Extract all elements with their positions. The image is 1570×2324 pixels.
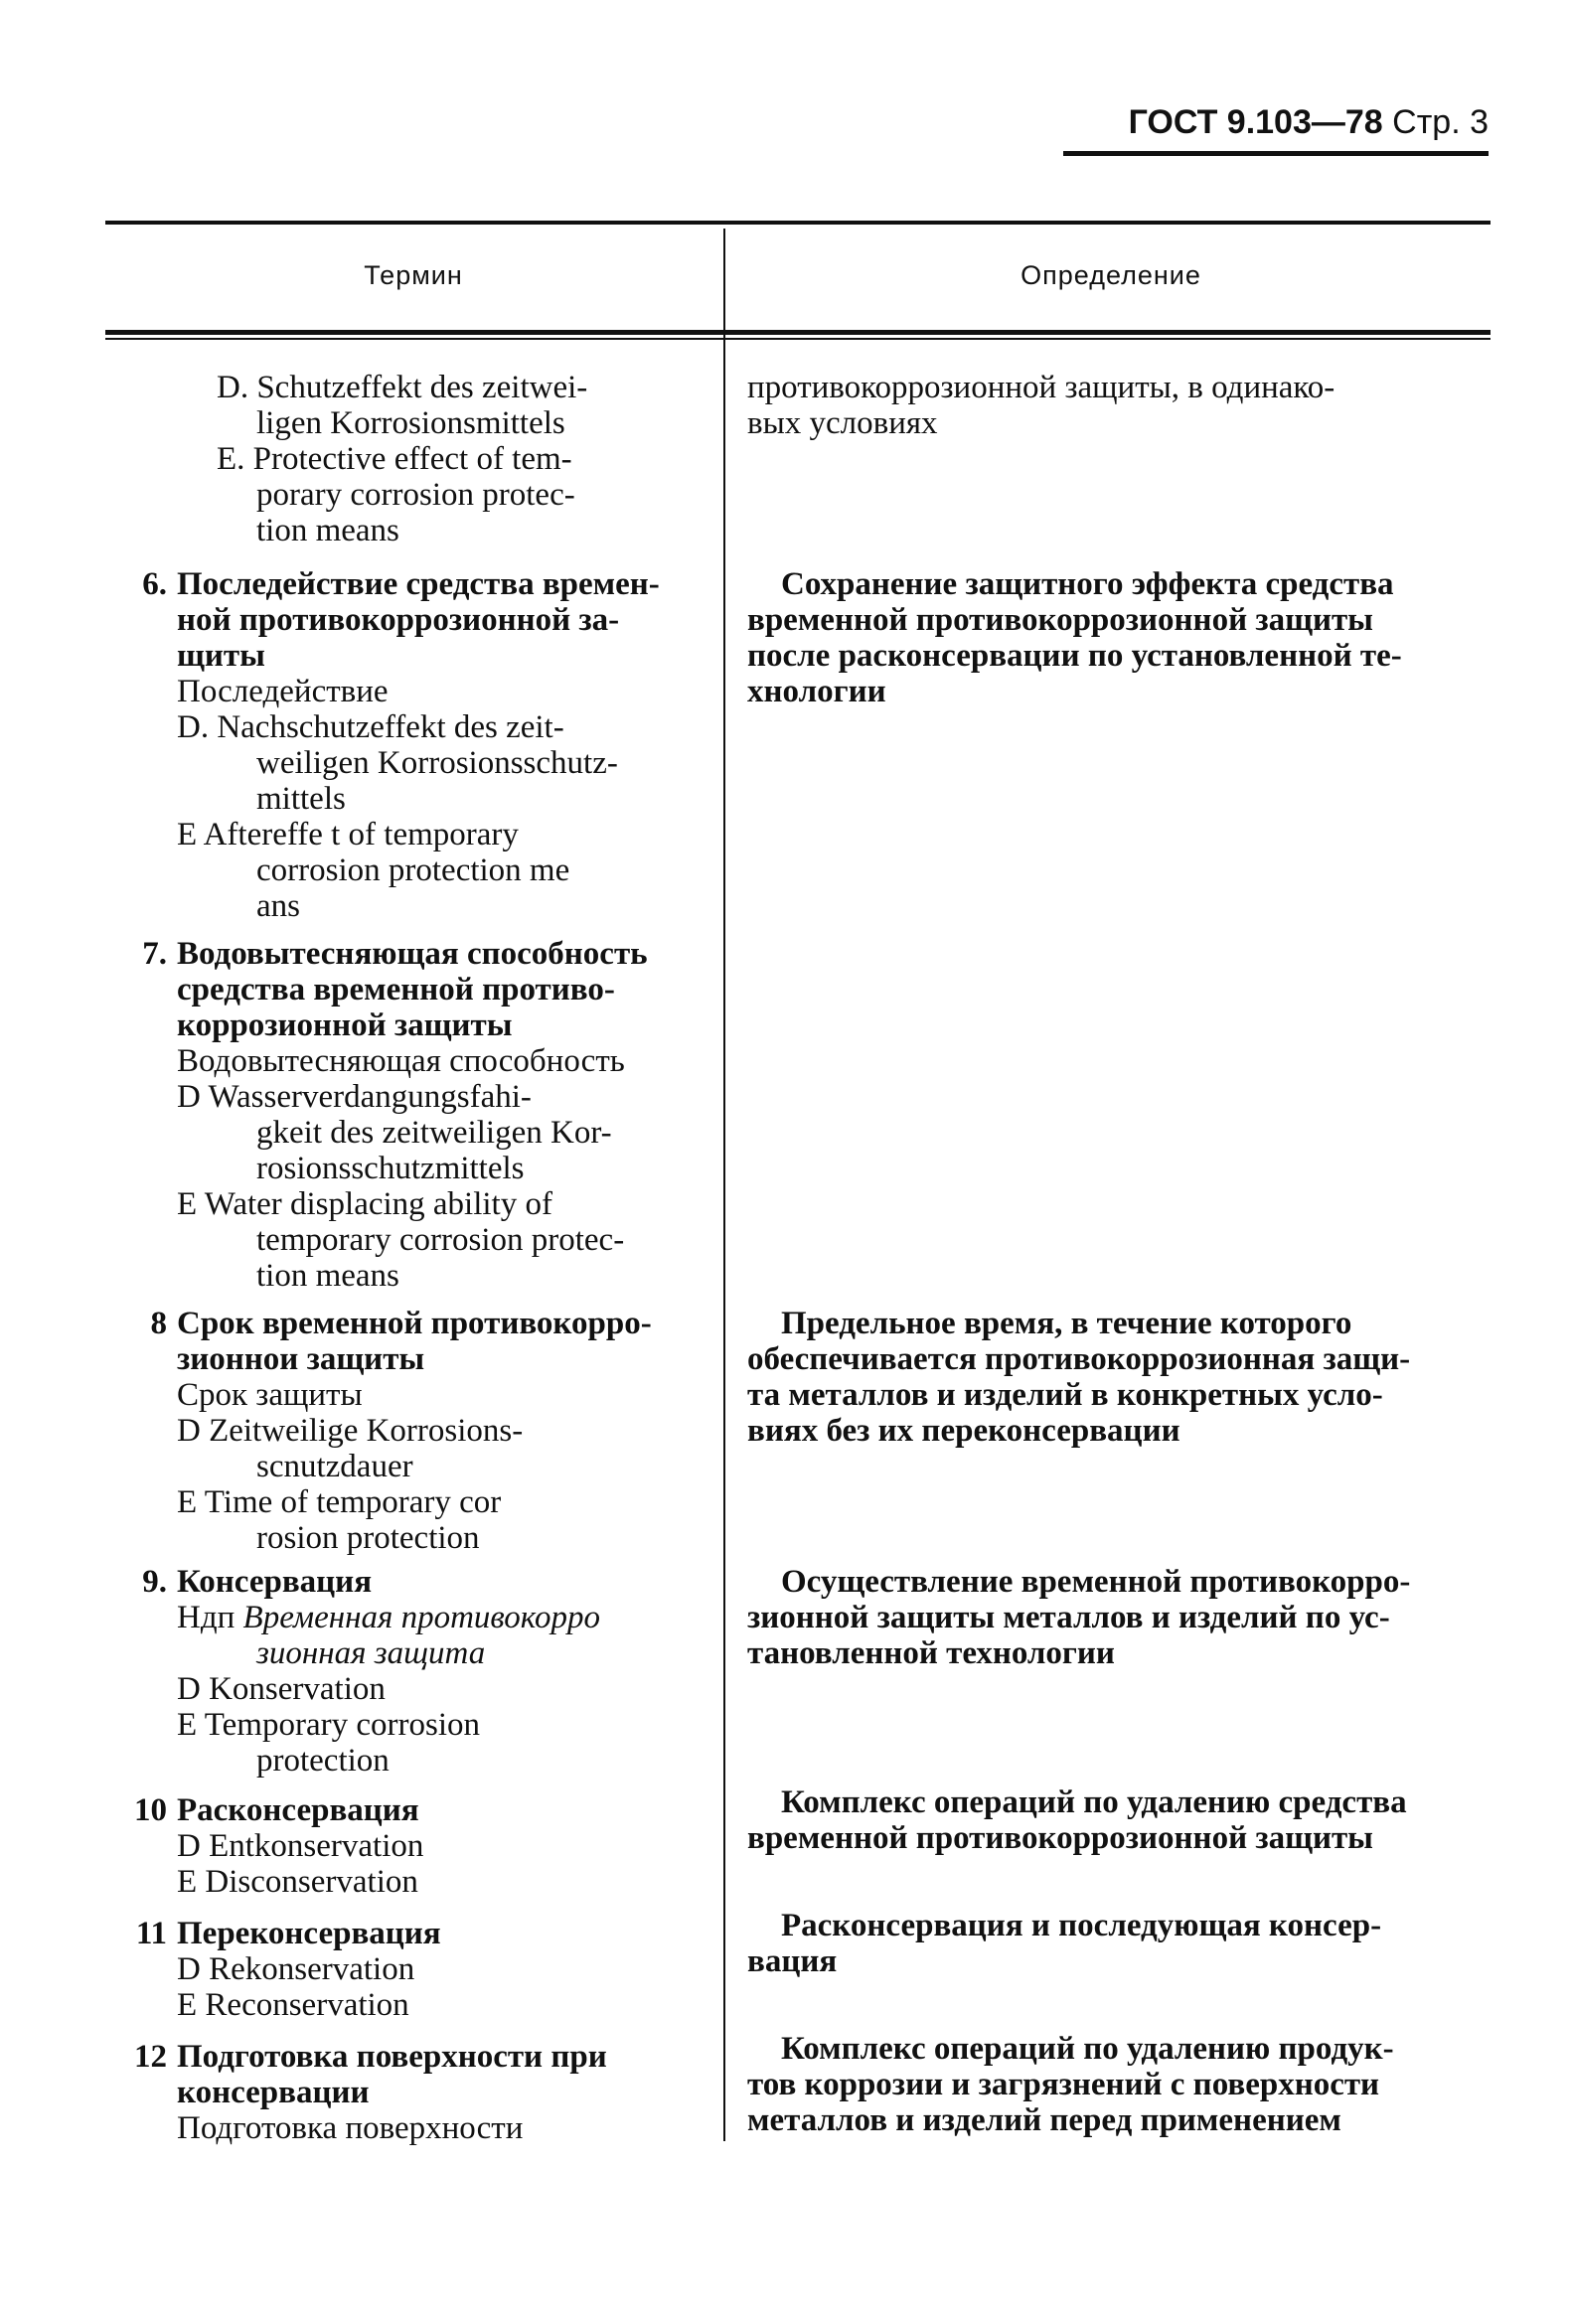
term-d-line: D Wasserverdangungsfahi- xyxy=(177,1079,532,1115)
entry-number: 12 xyxy=(134,2039,167,2075)
definition-cell-10 xyxy=(747,1784,1498,1856)
ndp-label: Ндп xyxy=(177,1600,236,1635)
term-e-line: E Time of temporary cor xyxy=(177,1484,502,1520)
term-e-line: porary corrosion protec- xyxy=(256,477,575,513)
definition-line: хнологии xyxy=(747,674,886,709)
column-header-term: Термин xyxy=(364,260,463,290)
definition-line: тов коррозии и загрязнений с поверхности xyxy=(747,2067,1380,2102)
term-title: Последействие средства времен- xyxy=(177,566,660,602)
term-d-line: D Entkonservation xyxy=(177,1828,424,1864)
term-short: Последействие xyxy=(177,674,389,709)
definition-line: Осуществление временной противокорро- xyxy=(781,1564,1411,1600)
header-rule xyxy=(1063,151,1489,156)
term-cell-cont xyxy=(105,370,702,548)
definition-line: противокоррозионной защиты, в одинако- xyxy=(747,370,1335,405)
definition-line: зионной защиты металлов и изделий по ус- xyxy=(747,1600,1390,1635)
term-cell-8 xyxy=(105,1306,702,1556)
column-divider xyxy=(723,229,725,2141)
ndp-term: Временная противокорро xyxy=(242,1600,600,1635)
definition-line: Предельное время, в течение которого xyxy=(781,1306,1352,1341)
definition-line: временной противокоррозионной защиты xyxy=(747,1820,1373,1856)
doc-number: ГОСТ 9.103—78 xyxy=(1128,103,1383,141)
column-header-definition: Определение xyxy=(1020,260,1201,290)
term-title: Водовытесняющая способность xyxy=(177,936,648,972)
term-title: щиты xyxy=(177,638,265,674)
definition-line: та металлов и изделий в конкретных усло- xyxy=(747,1377,1383,1413)
definition-line: временной противокоррозионной защиты xyxy=(747,602,1373,638)
definition-line: Комплекс операций по удалению средства xyxy=(781,1784,1407,1820)
term-cell-10 xyxy=(105,1792,702,1900)
table-header-rule-thin xyxy=(105,338,1491,340)
term-e-line: E Disconservation xyxy=(177,1864,418,1900)
term-title: коррозионной защиты xyxy=(177,1007,513,1043)
table-top-rule xyxy=(105,221,1491,225)
term-title: Консервация xyxy=(177,1564,373,1600)
term-d-line: D. Nachschutzeffekt des zeit- xyxy=(177,709,564,745)
term-d-line: rosionsschutzmittels xyxy=(256,1151,525,1186)
definition-cell-11 xyxy=(747,1908,1498,1979)
definition-line: вация xyxy=(747,1943,838,1979)
definition-line: виях без их переконсервации xyxy=(747,1413,1180,1449)
term-d-line: ligen Korrosionsmittels xyxy=(256,405,565,441)
term-short: Подготовка поверхности xyxy=(177,2110,524,2146)
term-e-line: E Aftereffe t of temporary xyxy=(177,817,519,852)
term-e-line: E Temporary corrosion xyxy=(177,1707,480,1743)
term-e-line: protection xyxy=(256,1743,390,1779)
entry-number: 7. xyxy=(142,936,167,972)
term-title: ной противокоррозионной за- xyxy=(177,602,620,638)
definition-line: обеспечивается противокоррозионная защи- xyxy=(747,1341,1411,1377)
page-number: Стр. 3 xyxy=(1392,103,1489,141)
term-cell-7 xyxy=(105,936,702,1294)
term-title: Расконсервация xyxy=(177,1792,419,1828)
definition-cell-12 xyxy=(747,2031,1498,2138)
definition-cell-8 xyxy=(747,1306,1498,1449)
term-d-line: mittels xyxy=(256,781,346,817)
term-d-line: D Konservation xyxy=(177,1671,386,1707)
definition-cell-9 xyxy=(747,1564,1498,1671)
term-title: консервации xyxy=(177,2075,370,2110)
term-title: средства временной противо- xyxy=(177,972,615,1007)
definition-line: металлов и изделий перед применением xyxy=(747,2102,1341,2138)
term-cell-9 xyxy=(105,1564,702,1779)
definition-line: Сохранение защитного эффекта средства xyxy=(781,566,1394,602)
term-d-line: weiligen Korrosionsschutz- xyxy=(256,745,618,781)
entry-number: 9. xyxy=(142,1564,167,1600)
definition-line: Комплекс операций по удалению продук- xyxy=(781,2031,1394,2067)
term-short: Срок защиты xyxy=(177,1377,363,1413)
term-d-line: D. Schutzeffekt des zeitwei- xyxy=(217,370,588,405)
definition-cell-6 xyxy=(747,566,1498,709)
ndp-term: зионная защита xyxy=(256,1635,486,1671)
term-d-line: D Zeitweilige Korrosions- xyxy=(177,1413,524,1449)
entry-number: 8 xyxy=(150,1306,167,1341)
term-e-line: rosion protection xyxy=(256,1520,480,1556)
definition-line: тановленной технологии xyxy=(747,1635,1115,1671)
entry-number: 6. xyxy=(142,566,167,602)
term-d-line: gkeit des zeitweiligen Kor- xyxy=(256,1115,612,1151)
entry-number: 11 xyxy=(135,1916,167,1951)
term-cell-6 xyxy=(105,566,702,924)
term-title: Переконсервация xyxy=(177,1916,441,1951)
term-title: зионнои защиты xyxy=(177,1341,425,1377)
definition-cell-cont xyxy=(747,370,1498,441)
term-e-line: E. Protective effect of tem- xyxy=(217,441,572,477)
term-e-line: tion means xyxy=(256,1258,399,1294)
term-e-line: E Water displacing ability of xyxy=(177,1186,552,1222)
term-d-line: scnutzdauer xyxy=(256,1449,413,1484)
definition-line: после расконсервации по установленной те- xyxy=(747,638,1402,674)
definition-line: Расконсервация и последующая консер- xyxy=(781,1908,1382,1943)
term-e-line: E Reconservation xyxy=(177,1987,409,2023)
term-e-line: tion means xyxy=(256,513,399,548)
term-title: Подготовка поверхности при xyxy=(177,2039,607,2075)
page-header xyxy=(1063,103,1489,142)
table-header-rule xyxy=(105,330,1491,335)
term-d-line: D Rekonservation xyxy=(177,1951,415,1987)
term-title: Срок временной противокорро- xyxy=(177,1306,652,1341)
term-e-line: ans xyxy=(256,888,300,924)
term-cell-12 xyxy=(105,2039,702,2146)
term-e-line: temporary corrosion protec- xyxy=(256,1222,625,1258)
term-short: Водовытесняющая способность xyxy=(177,1043,625,1079)
entry-number: 10 xyxy=(134,1792,167,1828)
definition-line: вых условиях xyxy=(747,405,938,441)
term-cell-11 xyxy=(105,1916,702,2023)
term-e-line: corrosion protection me xyxy=(256,852,570,888)
